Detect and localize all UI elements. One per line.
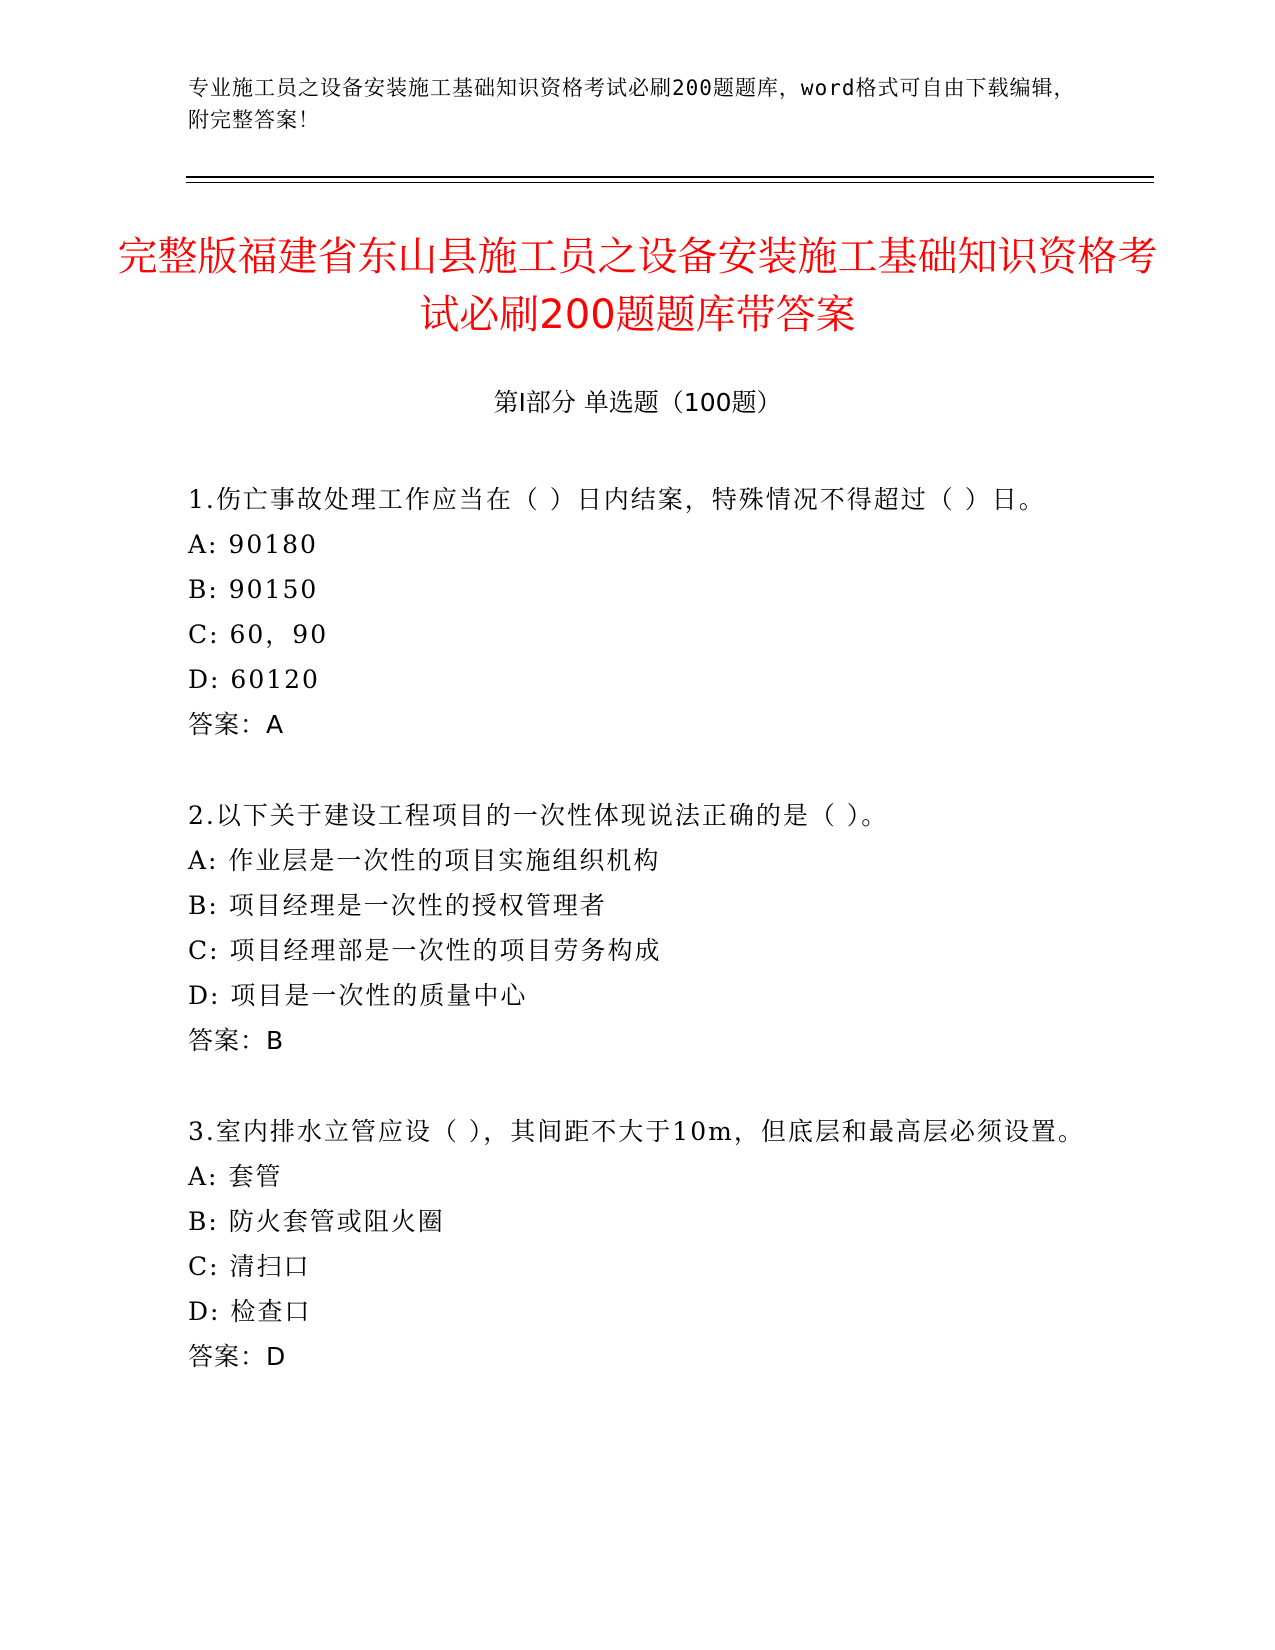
option-b: B: 90150 — [188, 575, 319, 604]
document-header-note: 专业施工员之设备安装施工基础知识资格考试必刷200题题库，word格式可自由下载编辑，附完整答案！ — [188, 76, 1076, 132]
option-c: C: 60，90 — [188, 620, 329, 649]
header-divider-thick — [186, 176, 1154, 178]
option-a: A: 90180 — [188, 530, 318, 559]
question-stem: 1.伤亡事故处理工作应当在（ ）日内结案，特殊情况不得超过（ ）日。 — [188, 485, 1046, 514]
option-c: C: 项目经理部是一次性的项目劳务构成 — [188, 936, 662, 965]
answer-line: 答案：D — [188, 1342, 287, 1371]
header-divider-thin — [186, 182, 1154, 183]
section-title: 第Ⅰ部分 单选题（100题） — [493, 388, 782, 417]
option-d: D: 项目是一次性的质量中心 — [188, 981, 528, 1010]
question-stem: 3.室内排水立管应设（ ），其间距不大于10m，但底层和最高层必须设置。 — [188, 1117, 1085, 1146]
question-2 — [188, 793, 1088, 1063]
option-a: A: 作业层是一次性的项目实施组织机构 — [188, 846, 661, 875]
option-b: B: 防火套管或阻火圈 — [188, 1207, 445, 1236]
option-d: D: 检查口 — [188, 1297, 312, 1326]
option-a: A: 套管 — [188, 1162, 283, 1191]
answer-line: 答案：B — [188, 1026, 285, 1055]
answer-line: 答案：A — [188, 710, 285, 739]
question-stem: 2.以下关于建设工程项目的一次性体现说法正确的是（ ）。 — [188, 801, 889, 830]
question-1 — [188, 477, 1088, 747]
option-b: B: 项目经理是一次性的授权管理者 — [188, 891, 607, 920]
question-3 — [188, 1109, 1088, 1379]
option-d: D: 60120 — [188, 665, 320, 694]
document-title: 完整版福建省东山县施工员之设备安装施工基础知识资格考试必刷200题题库带答案 — [117, 234, 1158, 338]
question-list — [188, 477, 1088, 1425]
option-c: C: 清扫口 — [188, 1252, 311, 1281]
